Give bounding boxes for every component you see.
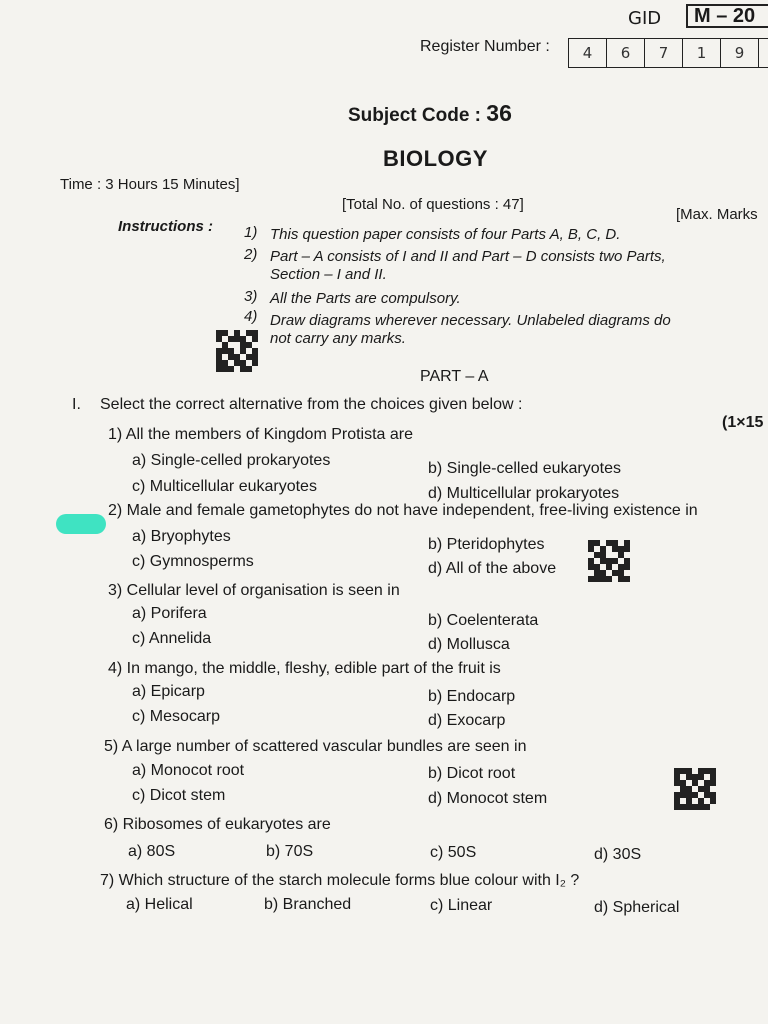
option-c: c) Mesocarp xyxy=(132,708,221,725)
instruction-text: Part – A consists of I and II and Part – D consists two Parts, xyxy=(270,248,666,265)
paper-code-box: M – 20 xyxy=(686,4,768,28)
register-number-boxes xyxy=(568,38,768,68)
subject-code xyxy=(348,100,512,127)
qr-code-icon xyxy=(588,540,630,582)
part-heading: PART – A xyxy=(420,368,489,385)
option-b: b) Dicot root xyxy=(428,765,516,782)
option-d: d) Multicellular prokaryotes xyxy=(428,485,620,502)
option-c: c) Multicellular eukaryotes xyxy=(132,478,317,495)
instruction-text: Section – I and II. xyxy=(270,266,387,283)
option-a: a) Single-celled prokaryotes xyxy=(132,452,331,469)
instruction-num: 2) xyxy=(244,246,258,263)
option-a: a) Epicarp xyxy=(132,683,205,700)
instruction-num: 1) xyxy=(244,224,258,241)
subject-code-value: 36 xyxy=(486,100,512,126)
register-digit: 4 xyxy=(568,38,606,68)
register-digit: 6 xyxy=(606,38,644,68)
question-stem: 3) Cellular level of organisation is seen in xyxy=(108,582,400,599)
option-a: a) Helical xyxy=(126,896,193,913)
option-b: b) Single-celled eukaryotes xyxy=(428,460,621,477)
option-d: d) Mollusca xyxy=(428,636,510,653)
section-marks: (1×15 xyxy=(722,414,764,431)
option-b: b) Pteridophytes xyxy=(428,536,545,553)
option-c: c) Annelida xyxy=(132,630,212,647)
subject-code-label: Subject Code : xyxy=(348,105,482,126)
register-number-label: Register Number : xyxy=(420,38,550,55)
option-c: c) Gymnosperms xyxy=(132,553,254,570)
instruction-text: This question paper consists of four Parts A, B, C, D. xyxy=(270,226,621,243)
option-d: d) Exocarp xyxy=(428,712,506,729)
option-c: c) Linear xyxy=(430,897,493,914)
option-d: d) Monocot stem xyxy=(428,790,548,807)
option-a: a) Bryophytes xyxy=(132,528,231,545)
instruction-num: 3) xyxy=(244,288,258,305)
question-stem: 5) A large number of scattered vascular bundles are seen in xyxy=(104,738,527,755)
question-stem: 4) In mango, the middle, fleshy, edible part of the fruit is xyxy=(108,660,501,677)
instructions-label: Instructions : xyxy=(118,218,214,235)
instruction-text: All the Parts are compulsory. xyxy=(270,290,461,307)
option-b: b) Branched xyxy=(264,896,352,913)
highlighter-mark xyxy=(56,514,106,534)
instruction-text: not carry any marks. xyxy=(270,330,406,347)
question-stem: 1) All the members of Kingdom Protista are xyxy=(108,426,414,443)
instruction-num: 4) xyxy=(244,308,258,325)
option-c: c) 50S xyxy=(430,844,477,861)
qr-code-icon xyxy=(674,768,716,810)
option-d: d) 30S xyxy=(594,846,642,863)
qr-code-icon xyxy=(216,330,258,372)
option-b: b) 70S xyxy=(266,843,314,860)
subject-title: BIOLOGY xyxy=(383,146,488,171)
question-stem: 2) Male and female gametophytes do not have independent, free-living existence in xyxy=(108,502,698,519)
register-digit: 9 xyxy=(720,38,758,68)
question-stem: 7) Which structure of the starch molecule forms blue colour with I₂ ? xyxy=(100,872,580,889)
register-digit: 7 xyxy=(644,38,682,68)
option-d: d) All of the above xyxy=(428,560,557,577)
section-instruction: Select the correct alternative from the choices given below : xyxy=(100,396,523,413)
time-allowed: Time : 3 Hours 15 Minutes] xyxy=(60,176,240,193)
section-number: I. xyxy=(72,396,81,413)
option-a: a) 80S xyxy=(128,843,176,860)
option-a: a) Monocot root xyxy=(132,762,245,779)
max-marks: [Max. Marks xyxy=(676,206,758,223)
option-a: a) Porifera xyxy=(132,605,207,622)
gid-mark: GID xyxy=(628,8,662,29)
register-digit xyxy=(758,38,768,68)
option-b: b) Coelenterata xyxy=(428,612,539,629)
option-c: c) Dicot stem xyxy=(132,787,226,804)
option-d: d) Spherical xyxy=(594,899,680,916)
question-stem: 6) Ribosomes of eukaryotes are xyxy=(104,816,331,833)
total-questions: [Total No. of questions : 47] xyxy=(342,196,524,213)
option-b: b) Endocarp xyxy=(428,688,516,705)
instruction-text: Draw diagrams wherever necessary. Unlabeled diagrams do xyxy=(270,312,671,329)
register-digit: 1 xyxy=(682,38,720,68)
